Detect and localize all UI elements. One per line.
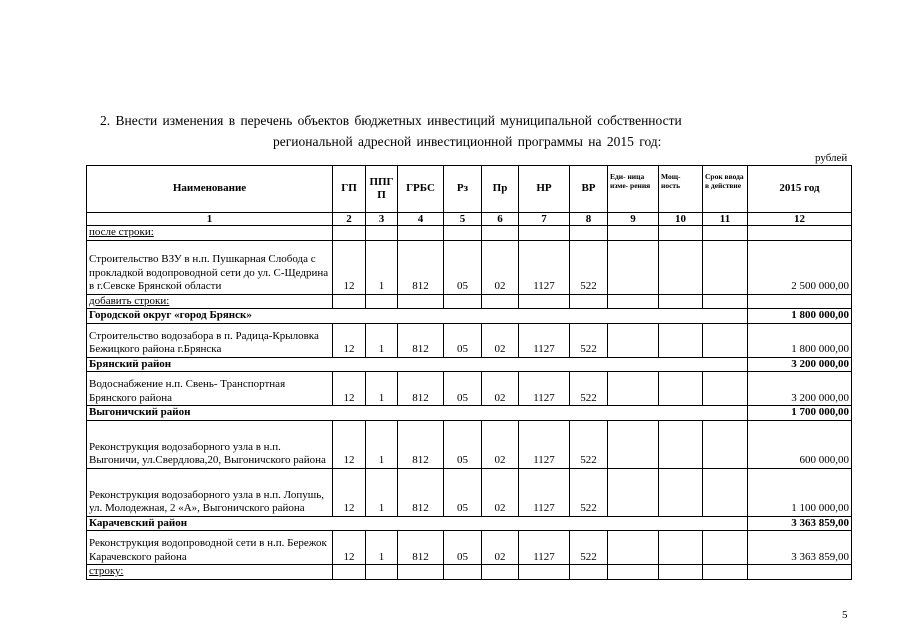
cell-grbs: 812 xyxy=(398,372,444,406)
cell-pr: 02 xyxy=(482,323,519,357)
col-number: 3 xyxy=(366,213,398,226)
group-row xyxy=(87,406,852,421)
table-row xyxy=(87,372,852,406)
col-header-term: Срок ввода в действие xyxy=(703,166,748,213)
cell-nr: 1127 xyxy=(519,531,570,565)
unit-label: рублей xyxy=(815,152,848,164)
cell-ppgp: 1 xyxy=(366,531,398,565)
group-name: Карачевский район xyxy=(87,516,748,531)
cell-pr: 02 xyxy=(482,240,519,294)
table-row xyxy=(87,531,852,565)
col-header-pr: Пр xyxy=(482,166,519,213)
row-name: Реконструкция водозаборного узла в н.п. Выгоничи, ул.Свердлова,20, Выгоничского района xyxy=(87,420,333,468)
col-number: 9 xyxy=(608,213,659,226)
cell-ppgp: 1 xyxy=(366,372,398,406)
col-number: 5 xyxy=(444,213,482,226)
col-header-year: 2015 год xyxy=(748,166,852,213)
note-row-label: строку: xyxy=(87,565,333,580)
note-row xyxy=(87,294,852,309)
group-row xyxy=(87,357,852,372)
col-number: 8 xyxy=(570,213,608,226)
cell-grbs: 812 xyxy=(398,323,444,357)
cell-ppgp: 1 xyxy=(366,468,398,516)
cell-ppgp: 1 xyxy=(366,420,398,468)
cell-amount: 600 000,00 xyxy=(748,420,852,468)
table-row xyxy=(87,468,852,516)
cell-ppgp: 1 xyxy=(366,323,398,357)
cell-rz: 05 xyxy=(444,468,482,516)
cell-ppgp: 1 xyxy=(366,240,398,294)
col-number: 10 xyxy=(659,213,703,226)
col-header-ppgp: ППГ П xyxy=(366,166,398,213)
table-row xyxy=(87,420,852,468)
cell-pr: 02 xyxy=(482,531,519,565)
col-number: 7 xyxy=(519,213,570,226)
col-number: 2 xyxy=(333,213,366,226)
cell-rz: 05 xyxy=(444,323,482,357)
col-number: 6 xyxy=(482,213,519,226)
col-header-nr: НР xyxy=(519,166,570,213)
cell-grbs: 812 xyxy=(398,420,444,468)
cell-amount: 3 363 859,00 xyxy=(748,531,852,565)
cell-pr: 02 xyxy=(482,468,519,516)
cell-rz: 05 xyxy=(444,420,482,468)
col-header-gp: ГП xyxy=(333,166,366,213)
col-header-unit: Еди- ница изме- рения xyxy=(608,166,659,213)
col-number: 1 xyxy=(87,213,333,226)
cell-vr: 522 xyxy=(570,420,608,468)
note-after-row: после строки: xyxy=(87,226,333,241)
col-header-name: Наименование xyxy=(87,166,333,213)
group-name: Городской округ «город Брянск» xyxy=(87,309,748,324)
note-row xyxy=(87,226,852,241)
col-header-rz: Рз xyxy=(444,166,482,213)
row-name: Водоснабжение н.п. Свень- Транспортная Брянского района xyxy=(87,372,333,406)
group-row xyxy=(87,516,852,531)
cell-amount: 1 800 000,00 xyxy=(748,323,852,357)
cell-vr: 522 xyxy=(570,372,608,406)
cell-nr: 1127 xyxy=(519,468,570,516)
heading-line-2: региональной адресной инвестиционной программы на 2015 год: xyxy=(273,134,662,149)
group-amount: 3 363 859,00 xyxy=(748,516,852,531)
cell-nr: 1127 xyxy=(519,372,570,406)
group-row xyxy=(87,309,852,324)
cell-pr: 02 xyxy=(482,420,519,468)
group-amount: 1 700 000,00 xyxy=(748,406,852,421)
cell-amount: 1 100 000,00 xyxy=(748,468,852,516)
col-header-grbs: ГРБС xyxy=(398,166,444,213)
row-name: Строительство ВЗУ в н.п. Пушкарная Слобода с прокладкой водопроводной сети до ул. С-Щедрина в г.Севске Брянской области xyxy=(87,240,333,294)
heading-line-1: 2. Внести изменения в перечень объектов бюджетных инвестиций муниципальной собственности xyxy=(100,113,682,128)
col-number: 11 xyxy=(703,213,748,226)
cell-grbs: 812 xyxy=(398,468,444,516)
col-header-power: Мощ- ность xyxy=(659,166,703,213)
cell-pr: 02 xyxy=(482,372,519,406)
cell-gp: 12 xyxy=(333,531,366,565)
cell-grbs: 812 xyxy=(398,531,444,565)
cell-grbs: 812 xyxy=(398,240,444,294)
table-row xyxy=(87,323,852,357)
group-name: Выгоничский район xyxy=(87,406,748,421)
row-name: Реконструкция водозаборного узла в н.п. Лопушь, ул. Молодежная, 2 «А», Выгоничского района xyxy=(87,468,333,516)
cell-gp: 12 xyxy=(333,323,366,357)
cell-rz: 05 xyxy=(444,531,482,565)
cell-amount: 2 500 000,00 xyxy=(748,240,852,294)
note-row xyxy=(87,565,852,580)
cell-amount: 3 200 000,00 xyxy=(748,372,852,406)
group-amount: 1 800 000,00 xyxy=(748,309,852,324)
table-header-row xyxy=(87,166,852,213)
cell-rz: 05 xyxy=(444,372,482,406)
cell-gp: 12 xyxy=(333,468,366,516)
row-name: Реконструкция водопроводной сети в н.п. Бережок Карачевского района xyxy=(87,531,333,565)
group-amount: 3 200 000,00 xyxy=(748,357,852,372)
cell-nr: 1127 xyxy=(519,420,570,468)
note-add-rows: добавить строки: xyxy=(87,294,333,309)
cell-gp: 12 xyxy=(333,240,366,294)
cell-nr: 1127 xyxy=(519,240,570,294)
row-name: Строительство водозабора в п. Радица-Крыловка Бежицкого района г.Брянска xyxy=(87,323,333,357)
table-row xyxy=(87,240,852,294)
group-name: Брянский район xyxy=(87,357,748,372)
cell-rz: 05 xyxy=(444,240,482,294)
col-number: 4 xyxy=(398,213,444,226)
cell-nr: 1127 xyxy=(519,323,570,357)
cell-gp: 12 xyxy=(333,372,366,406)
cell-vr: 522 xyxy=(570,531,608,565)
cell-vr: 522 xyxy=(570,323,608,357)
col-header-vr: ВР xyxy=(570,166,608,213)
cell-vr: 522 xyxy=(570,240,608,294)
cell-gp: 12 xyxy=(333,420,366,468)
investment-table xyxy=(86,165,852,580)
column-number-row xyxy=(87,213,852,226)
col-number: 12 xyxy=(748,213,852,226)
page-number: 5 xyxy=(842,609,848,621)
cell-vr: 522 xyxy=(570,468,608,516)
